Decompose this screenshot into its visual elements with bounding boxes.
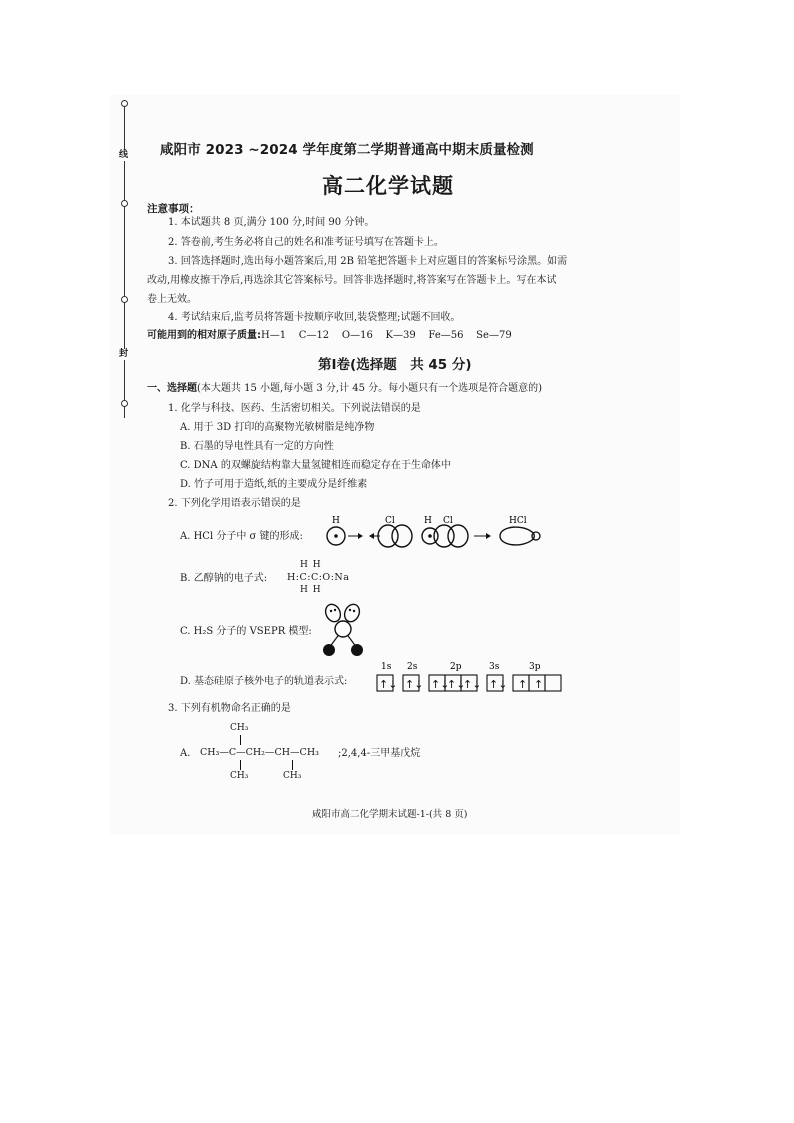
binding-char-line: 线 [119,150,129,160]
formula-bottom-left-ch3: CH₃ [230,771,249,781]
notice-item: 卷上无效。 [147,294,197,305]
orbital-label: 2p [450,662,462,672]
question-3-option-a-name: ;2,4,4-三甲基戊烷 [338,748,421,759]
atomic-mass-row [147,330,512,342]
hcl-label: HCl [509,516,527,526]
formula-bond [240,735,241,745]
notice-item: 1. 本试题共 8 页,满分 100 分,时间 90 分钟。 [168,217,375,228]
svg-text:↑↓: ↑↓ [463,678,482,691]
question-1-option-d: D. 竹子可用于造纸,纸的主要成分是纤维素 [180,479,368,490]
h2s-vsepr-model [318,602,368,660]
section-title: 第Ⅰ卷(选择题 共 45 分) [318,357,472,373]
hcl-sigma-bond-diagram [322,512,552,552]
notice-heading: 注意事项： [147,203,200,215]
notice-item: 改动,用橡皮擦干净后,再选涂其它答案标号。回答非选择题时,将答案写在答题卡上。写在本试 [147,275,557,286]
svg-text:↑↓: ↑↓ [379,678,398,691]
h-label: H [424,516,432,526]
notice-item: 3. 回答选择题时,选出每小题答案后,用 2B 铅笔把答题卡上对应题目的答案标号涂黑。如需 [168,256,568,267]
part-heading [147,383,542,395]
ethoxide-h-bottom: H H [300,585,322,595]
formula-bond [292,760,293,770]
question-2-option-a: A. HCl 分子中 σ 键的形成: [180,531,303,542]
question-1-stem: 1. 化学与科技、医药、生活密切相关。下列说法错误的是 [168,403,421,414]
svg-text:↑: ↑ [534,678,544,691]
question-2-stem: 2. 下列化学用语表示错误的是 [168,498,301,509]
question-1-option-a: A. 用于 3D 打印的高聚物光敏树脂是纯净物 [180,422,375,433]
question-1-option-c: C. DNA 的双螺旋结构靠大量氢键相连而稳定存在于生命体中 [180,460,451,471]
si-orbital-diagram [373,660,563,694]
binding-dot [121,296,128,303]
question-3-stem: 3. 下列有机物命名正确的是 [168,703,291,714]
ethoxide-electron-formula: H:C:C:O:Na [287,572,350,583]
svg-text:↑↓: ↑↓ [489,678,508,691]
svg-text:↑↓: ↑↓ [447,678,466,691]
formula-bond [240,760,241,770]
question-2-option-b: B. 乙醇钠的电子式: [180,573,268,584]
part-desc: (本大题共 15 小题,每小题 3 分,计 45 分。每小题只有一个选项是符合题意的) [197,383,543,394]
question-1-option-b: B. 石墨的导电性具有一定的方向性 [180,441,334,452]
svg-text:↑↓: ↑↓ [431,678,450,691]
formula-top-ch3: CH₃ [230,723,249,733]
h-label: H [332,516,340,526]
svg-text:↑: ↑ [518,678,528,691]
formula-main-chain: CH₃—C—CH₂—CH—CH₃ [200,747,319,758]
binding-dot [121,200,128,207]
cl-label: Cl [385,516,395,526]
binding-dot [121,100,128,107]
orbital-label: 2s [407,662,418,672]
binding-dot [121,400,128,407]
binding-char-seal: 封 [119,349,129,359]
ethoxide-h-top: H H [300,560,322,570]
svg-text:↑↓: ↑↓ [405,678,424,691]
atomic-mass-label: 可能用到的相对原子质量: [147,330,261,341]
binding-line [124,100,125,418]
exam-title: 咸阳市 2023 ~2024 学年度第二学期普通高中期末质量检测 [160,142,534,158]
question-2-option-d: D. 基态硅原子核外电子的轨道表示式: [180,676,348,687]
question-2-option-c: C. H₂S 分子的 VSEPR 模型: [180,626,312,637]
orbital-label: 3p [529,662,541,672]
notice-item: 2. 答卷前,考生务必将自己的姓名和准考证号填写在答题卡上。 [168,237,444,248]
part-label: 一、选择题 [147,383,197,394]
orbital-label: 3s [489,662,500,672]
atomic-mass-values: H—1 C—12 O—16 K—39 Fe—56 Se—79 [261,330,512,341]
cl-label: Cl [443,516,453,526]
formula-bottom-right-ch3: CH₃ [283,771,302,781]
notice-item: 4. 考试结束后,监考员将答题卡按顺序收回,装袋整理;试题不回收。 [168,312,461,323]
subject-title: 高二化学试题 [322,174,454,198]
question-3-option-a-label: A. [180,748,191,759]
orbital-label: 1s [381,662,392,672]
page-footer: 咸阳市高二化学期末试题-1-(共 8 页) [312,809,468,820]
